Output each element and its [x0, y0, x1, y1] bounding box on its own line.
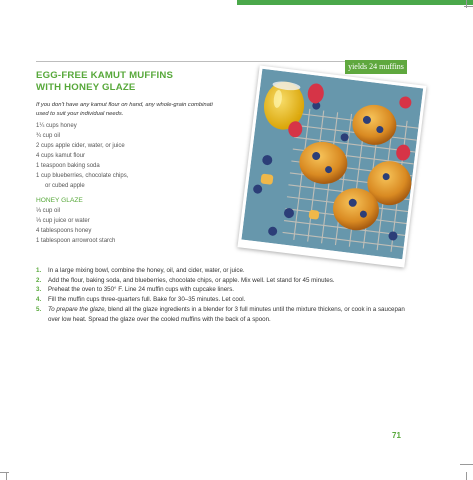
- step-item: [36, 285, 416, 295]
- glaze-ingredient-item: 1 tablespoon arrowroot starch: [36, 238, 116, 244]
- glaze-ingredient-item: ⅓ cup oil: [36, 208, 61, 214]
- step-text: blend all the glaze ingredients in a blender for 3 full minutes until the mixture thickens, or cook in a saucepan over low heat. Spread the glaze over the cooled muffins with the back of a spoon.: [48, 305, 405, 323]
- recipe-title-line-2: WITH HONEY GLAZE: [36, 81, 136, 93]
- crop-mark: [0, 472, 9, 473]
- recipe-title-line-1: EGG-FREE KAMUT MUFFINS: [36, 70, 174, 81]
- page-number: 71: [392, 431, 401, 440]
- crop-mark: [466, 472, 467, 480]
- step-text: Fill the muffin cups three-quarters full. Bake for 30–35 minutes. Let cool.: [48, 296, 246, 304]
- glaze-heading: HONEY GLAZE: [36, 197, 83, 204]
- ingredient-item: 4 cups kamut flour: [36, 153, 86, 159]
- step-text: Add the flour, baking soda, and blueberries, chocolate chips, or apple. Mix well. Let stand for 45 minutes.: [48, 276, 335, 284]
- steps-list: [36, 266, 416, 324]
- header-rule: [36, 61, 396, 62]
- ingredient-item: 1 cup blueberries, chocolate chips,: [36, 173, 129, 179]
- crop-mark: [464, 6, 473, 7]
- step-number: 1.: [36, 267, 42, 274]
- yields-badge: yields 24 muffins: [345, 60, 407, 74]
- ingredient-list: [36, 121, 128, 191]
- top-accent-bar: [237, 0, 473, 5]
- step-item: [36, 295, 416, 305]
- recipe-intro: [36, 101, 256, 119]
- glaze-ingredient-item: ⅓ cup juice or water: [36, 218, 90, 224]
- glaze-ingredient-item: 4 tablespoons honey: [36, 228, 92, 234]
- step-number: 2.: [36, 276, 42, 284]
- glaze-ingredient-list: [36, 206, 115, 246]
- ingredient-item: ¾ cup oil: [36, 133, 61, 139]
- photo-frame: [237, 65, 426, 267]
- intro-line-1: If you don't have any kamut flour on hand, any whole-grain combinati: [36, 102, 213, 108]
- step-number: 4.: [36, 296, 42, 304]
- step-item: [36, 276, 416, 286]
- muffins-photo-illustration: [241, 69, 423, 259]
- step-text: Preheat the oven to 350° F. Line 24 muffin cups with cupcake liners.: [48, 286, 235, 294]
- ingredient-item: 2 cups apple cider, water, or juice: [36, 143, 125, 149]
- ingredient-item: or cubed apple: [45, 183, 85, 189]
- step-item: [36, 305, 416, 324]
- recipe-title: [36, 70, 236, 93]
- step-number: 3.: [36, 286, 42, 294]
- crop-mark: [460, 464, 473, 465]
- step-text: In a large mixing bowl, combine the honey, oil, and cider, water, or juice.: [48, 267, 245, 274]
- intro-line-2: used to suit your individual needs.: [36, 110, 124, 117]
- step-number: 5.: [36, 305, 42, 313]
- crop-mark: [6, 472, 7, 480]
- step-emphasis: To prepare the glaze,: [48, 305, 107, 313]
- step-item: [36, 266, 416, 276]
- ingredient-item: 1¼ cups honey: [36, 123, 77, 129]
- recipe-photo: [237, 65, 426, 267]
- ingredient-item: 1 teaspoon baking soda: [36, 163, 100, 169]
